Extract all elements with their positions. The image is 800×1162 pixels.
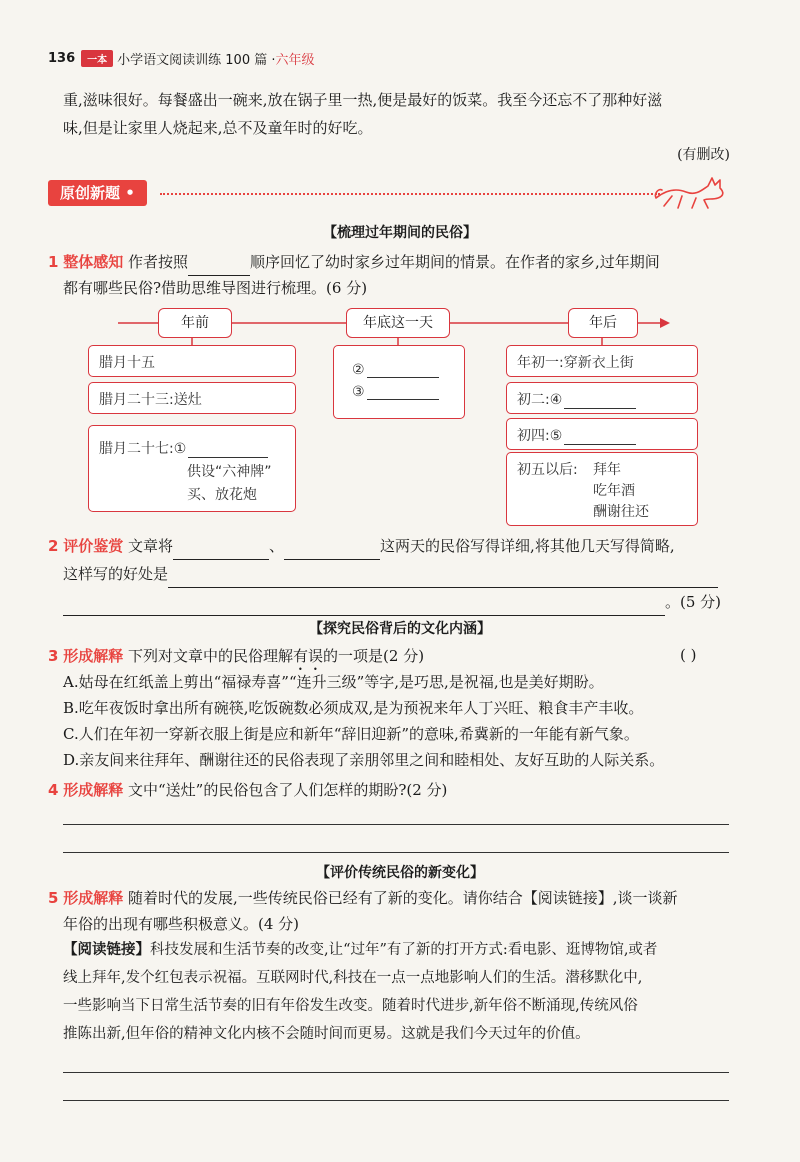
q3-number: 3 — [48, 647, 59, 665]
q2-number: 2 — [48, 537, 59, 555]
q2-text-c: 这样写的好处是 — [63, 565, 169, 583]
eve-blank-2-marker: ② — [352, 362, 365, 378]
blank-5[interactable] — [564, 430, 636, 445]
q1-text-b: 顺序回忆了幼时家乡过年期间的情景。在作者的家乡,过年期间 — [250, 253, 660, 271]
section-title-3: 【评价传统民俗的新变化】 — [316, 865, 484, 881]
q5-number: 5 — [48, 889, 59, 907]
q2-separator: 、 — [269, 537, 285, 555]
q2-answer-blank[interactable] — [168, 569, 718, 588]
passage-line-2: 味,但是让家里人烧起来,总不及童年时的好吃。 — [63, 119, 373, 137]
section-title-1: 【梳理过年期间的民俗】 — [323, 225, 477, 241]
reading-link-line-4: 推陈出新,但年俗的精神文化内核不会随时间而更易。这就是我们今天过年的价值。 — [63, 1026, 590, 1042]
blank-3[interactable] — [367, 385, 439, 400]
q3-option-c: C.人们在年初一穿新衣服上街是应和新年“辞旧迎新”的意味,希冀新的一年能有新气象。 — [63, 725, 639, 743]
question-5 — [48, 884, 738, 912]
reading-link-line-3: 一些影响当下日常生活节奏的旧有年俗发生改变。随着时代进步,新年俗不断涌现,传统风俗 — [63, 998, 638, 1014]
q2-blank-2[interactable] — [284, 541, 380, 560]
brand-logo: 一本 — [81, 50, 113, 67]
before-item-3-text-c: 买、放花炮 — [187, 487, 257, 503]
abridged-note: (有删改) — [677, 147, 730, 163]
q2-line-2 — [63, 560, 733, 588]
reading-link-label: 【阅读链接】 — [63, 942, 150, 958]
original-questions-banner: 原创新题 • — [48, 180, 147, 206]
q3-text-a: 下列对文章中的民俗理解 — [128, 647, 294, 665]
q5-answer-line-1[interactable] — [63, 1072, 729, 1073]
section-title-2: 【探究民俗背后的文化内涵】 — [309, 621, 491, 637]
before-item-2 — [88, 382, 296, 414]
q4-answer-line-1[interactable] — [63, 824, 729, 825]
q1-text-c: 都有哪些民俗?借助思维导图进行梳理。(6 分) — [63, 279, 368, 297]
q5-text-b: 年俗的出现有哪些积极意义。(4 分) — [63, 915, 300, 933]
q2-answer-blank-2[interactable] — [63, 597, 665, 616]
after-item-4-text-b: 吃年酒 — [593, 483, 635, 499]
q3-answer-paren[interactable]: ( ) — [680, 646, 697, 664]
blank-1[interactable] — [188, 443, 268, 458]
grade-label: 六年级 — [275, 52, 315, 68]
after-item-3-line — [517, 425, 636, 445]
q3-emphasis: 有误 — [293, 647, 324, 665]
q4-number: 4 — [48, 781, 59, 799]
before-item-3 — [88, 425, 296, 512]
after-item-2-text: 初二:④ — [517, 392, 563, 408]
cat-icon — [652, 168, 732, 212]
reading-link-line-1 — [63, 936, 733, 964]
page-number: 136 — [48, 50, 76, 66]
after-item-4-text-a: 拜年 — [593, 462, 621, 478]
before-item-3-text-b: 供设“六神牌” — [187, 464, 272, 480]
eve-item — [333, 345, 465, 419]
before-item-1-text: 腊月十五 — [99, 355, 155, 371]
q4-answer-line-2[interactable] — [63, 852, 729, 853]
eve-blank-2-line — [352, 362, 439, 378]
after-item-3-text: 初四:⑤ — [517, 428, 563, 444]
q2-text-b: 这两天的民俗写得详细,将其他几天写得简略, — [380, 537, 675, 555]
q4-type: 形成解释 — [63, 781, 124, 799]
before-item-3-line-a — [99, 438, 268, 458]
after-item-2 — [506, 382, 698, 414]
question-2 — [48, 532, 738, 560]
blank-4[interactable] — [564, 394, 636, 409]
q2-line-3 — [63, 588, 733, 616]
before-item-3-text-a: 腊月二十七:① — [99, 441, 187, 457]
q3-option-b: B.吃年夜饭时拿出所有碗筷,吃饭碗数必须成双,是为预祝来年人丁兴旺、粮食丰产丰收。 — [63, 699, 644, 717]
after-item-2-line — [517, 389, 636, 409]
q5-text-a: 随着时代的发展,一些传统民俗已经有了新的变化。请你结合【阅读链接】,谈一谈新 — [128, 889, 678, 907]
banner-divider — [160, 193, 660, 195]
q1-text-a: 作者按照 — [128, 253, 189, 271]
q3-option-a: A.姑母在红纸盖上剪出“福禄寿喜”“连升三级”等字,是巧思,是祝福,也是美好期盼。 — [63, 673, 604, 691]
after-item-4 — [506, 452, 698, 526]
reading-link-line-2: 线上拜年,发个红包表示祝福。互联网时代,科技在一点一点地影响人们的生活。潜移默化中, — [63, 970, 643, 986]
eve-blank-3-marker: ③ — [352, 384, 365, 400]
q3-type: 形成解释 — [63, 647, 124, 665]
q3-text-b: 的一项是(2 分) — [323, 647, 425, 665]
q5-type: 形成解释 — [63, 889, 124, 907]
before-item-2-text: 腊月二十三:送灶 — [99, 392, 202, 408]
question-4 — [48, 776, 738, 804]
blank-2[interactable] — [367, 363, 439, 378]
page-header — [48, 46, 315, 70]
q2-text-a: 文章将 — [128, 537, 174, 555]
passage-line-1: 重,滋味很好。每餐盛出一碗来,放在锅子里一热,便是最好的饭菜。我至今还忘不了那种好滋 — [63, 91, 663, 109]
q1-number: 1 — [48, 253, 59, 271]
mindmap-tag-after: 年后 — [568, 308, 638, 338]
eve-blank-3-line — [352, 384, 439, 400]
question-1 — [48, 248, 738, 276]
after-item-1-text: 年初一:穿新衣上街 — [517, 355, 634, 371]
q2-type: 评价鉴赏 — [63, 537, 124, 555]
mindmap-tag-before: 年前 — [158, 308, 232, 338]
book-title: 小学语文阅读训练 100 篇 · — [117, 52, 276, 68]
after-item-3 — [506, 418, 698, 450]
q3-option-d: D.亲友间来往拜年、酬谢往还的民俗表现了亲朋邻里之间和睦相处、友好互助的人际关系。 — [63, 751, 665, 769]
q4-text: 文中“送灶”的民俗包含了人们怎样的期盼?(2 分) — [128, 781, 448, 799]
after-item-1 — [506, 345, 698, 377]
q1-type: 整体感知 — [63, 253, 124, 271]
after-item-4-label: 初五以后: — [517, 462, 578, 478]
q2-blank-1[interactable] — [173, 541, 269, 560]
before-item-1 — [88, 345, 296, 377]
q5-answer-line-2[interactable] — [63, 1100, 729, 1101]
q2-score: 。(5 分) — [665, 593, 722, 611]
reading-link-text-1: 科技发展和生活节奏的改变,让“过年”有了新的打开方式:看电影、逛博物馆,或者 — [150, 942, 658, 958]
mindmap-tag-eve: 年底这一天 — [346, 308, 450, 338]
after-item-4-text-c: 酬谢往还 — [593, 504, 649, 520]
